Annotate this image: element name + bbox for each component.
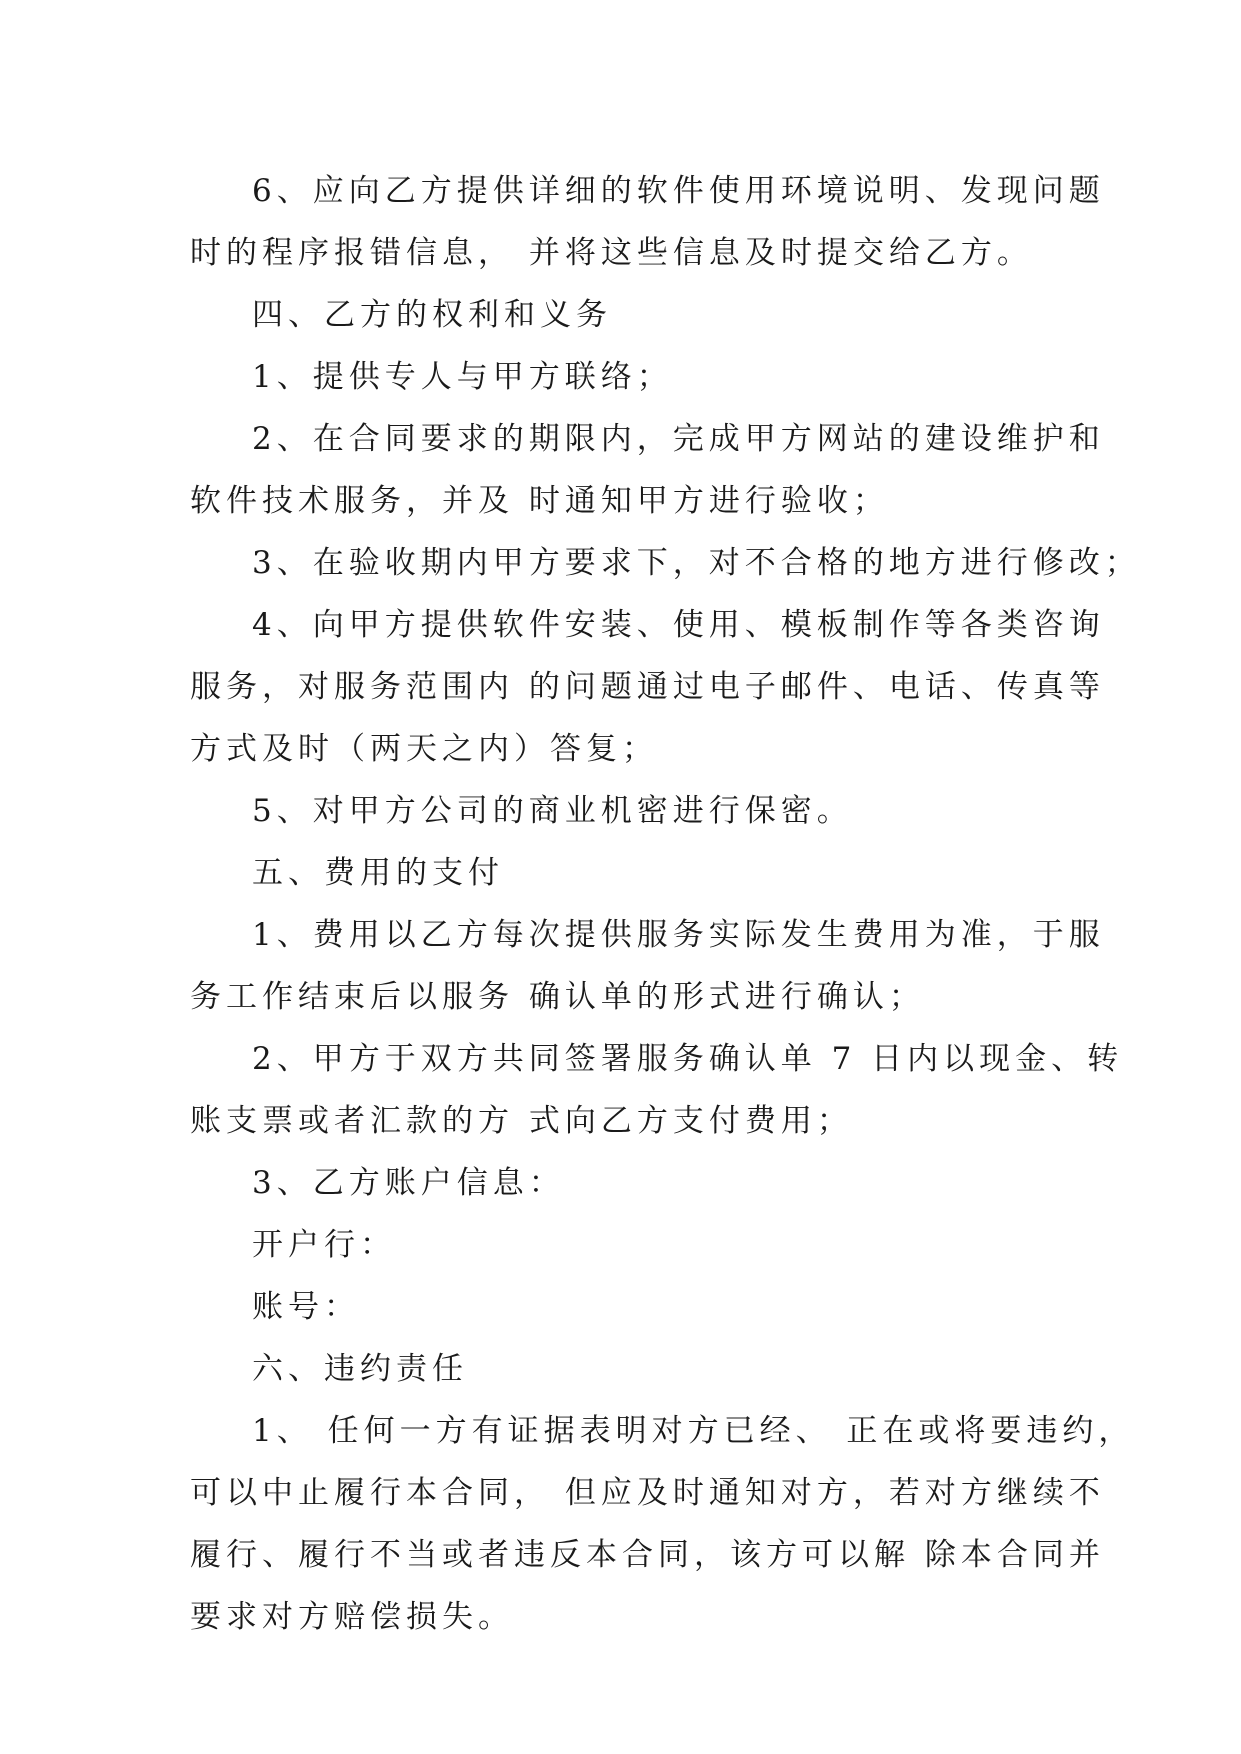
paragraph-line: 1、 任何一方有证据表明对方已经、 正在或将要违约， [252,1413,1135,1449]
paragraph-line: 3、乙方账户信息： [252,1165,565,1201]
paragraph-line: 2、在合同要求的期限内，完成甲方网站的建设维护和 [252,421,1105,457]
paragraph-line: 6、应向乙方提供详细的软件使用环境说明、发现问题 [252,173,1105,209]
section-heading: 五、费用的支付 [252,855,504,891]
paragraph-line: 2、甲方于双方共同签署服务确认单 7 日内以现金、转 [252,1041,1124,1077]
paragraph-line: 开户行： [252,1227,396,1263]
paragraph-line: 4、向甲方提供软件安装、使用、模板制作等各类咨询 [252,607,1105,643]
paragraph-line: 服务，对服务范围内 的问题通过电子邮件、电话、传真等 [190,669,1105,705]
paragraph-line: 方式及时（两天之内）答复； [190,731,658,767]
section-heading: 四、乙方的权利和义务 [252,297,612,333]
paragraph-line: 软件技术服务，并及 时通知甲方进行验收； [190,483,889,519]
paragraph-line: 要求对方赔偿损失。 [190,1599,514,1635]
paragraph-line: 履行、履行不当或者违反本合同，该方可以解 除本合同并 [190,1537,1105,1573]
paragraph-line: 1、费用以乙方每次提供服务实际发生费用为准，于服 [252,917,1105,953]
paragraph-line: 5、对甲方公司的商业机密进行保密。 [252,793,853,829]
paragraph-line: 账号： [252,1289,360,1325]
document-body [190,160,1141,1648]
paragraph-line: 3、在验收期内甲方要求下，对不合格的地方进行修改； [252,545,1141,581]
paragraph-line: 务工作结束后以服务 确认单的形式进行确认； [190,979,925,1015]
paragraph-line: 账支票或者汇款的方 式向乙方支付费用； [190,1103,853,1139]
section-heading: 六、违约责任 [252,1351,468,1387]
paragraph-line: 可以中止履行本合同， 但应及时通知对方，若对方继续不 [190,1475,1105,1511]
paragraph-line: 1、提供专人与甲方联络； [252,359,673,395]
paragraph-line: 时的程序报错信息， 并将这些信息及时提交给乙方。 [190,235,1033,271]
